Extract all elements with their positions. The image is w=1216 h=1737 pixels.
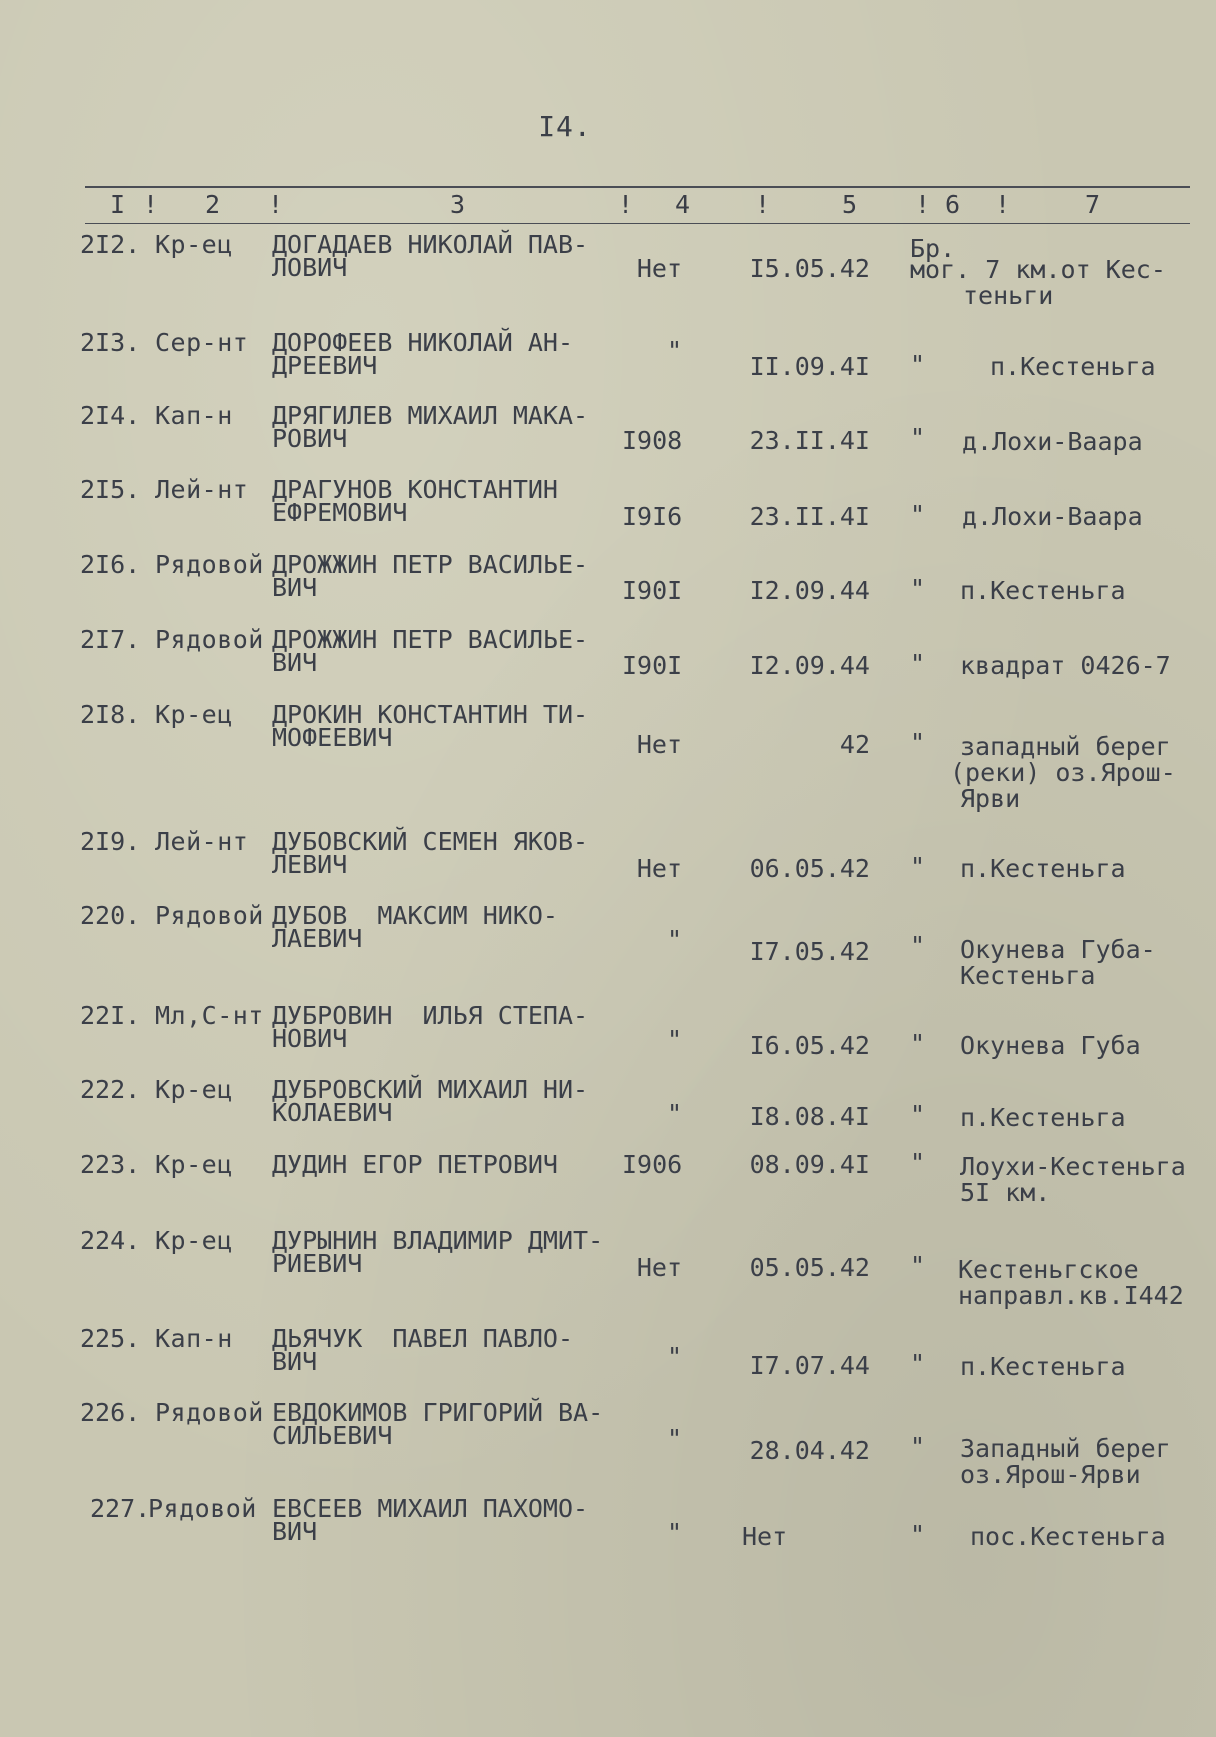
burial-place-line: д.Лохи-Ваара [962, 427, 1143, 456]
burial-type: " [910, 852, 926, 881]
burial-place-line: оз.Ярош-Ярви [960, 1460, 1141, 1489]
burial-place-line: п.Кестеньга [960, 576, 1126, 605]
burial-place-line: пос.Кестеньга [970, 1522, 1166, 1551]
burial-type: " [910, 1100, 926, 1129]
burial-type: " [910, 931, 926, 960]
record-number: 2I9. [80, 827, 141, 856]
burial-type: " [910, 350, 926, 379]
burial-place-line: Окунева Губа [960, 1031, 1141, 1060]
burial-place-line: Ярви [960, 784, 1021, 813]
header-col-2: 2 [205, 190, 221, 219]
burial-place-line: мог. 7 км.от Кес- [910, 255, 1166, 284]
full-name [272, 1400, 603, 1448]
military-rank: Сер-нт [155, 328, 249, 357]
death-date: II.09.4I [749, 352, 870, 381]
death-date: I7.07.44 [749, 1351, 870, 1380]
birth-year: Нет [636, 254, 682, 283]
full-name [272, 903, 558, 951]
full-name-line: ЛАЕВИЧ [272, 924, 363, 953]
death-date: I2.09.44 [749, 651, 870, 680]
military-rank: Кр-ец [155, 230, 233, 259]
burial-type: " [910, 1029, 926, 1058]
full-name-line: ВИЧ [272, 1347, 318, 1376]
burial-place [960, 856, 1126, 882]
header-separator: ! [143, 190, 159, 219]
full-name-line: ДРОЖЖИН ПЕТР ВАСИЛЬЕ- [272, 550, 589, 579]
full-name-line: ДУРЫНИН ВЛАДИМИР ДМИТ- [272, 1226, 604, 1255]
birth-year: I90I [622, 651, 683, 680]
full-name-line: ДРОКИН КОНСТАНТИН ТИ- [272, 700, 589, 729]
header-col-5: 5 [842, 190, 858, 219]
burial-place [962, 429, 1143, 455]
burial-place [950, 734, 1176, 812]
header-col-7: 7 [1085, 190, 1101, 219]
header-separator: ! [755, 190, 771, 219]
burial-place-line: Кестеньга [960, 961, 1096, 990]
page-number: I4. [538, 110, 592, 143]
full-name-line: ЕВСЕЕВ МИХАИЛ ПАХОМО- [272, 1494, 589, 1523]
record-number: 2I4. [80, 401, 141, 430]
full-name [272, 403, 588, 451]
burial-place-line: п.Кестеньга [960, 1352, 1126, 1381]
death-date: I2.09.44 [749, 576, 870, 605]
military-rank: Кр-ец [155, 700, 233, 729]
full-name-line: ДУБРОВСКИЙ МИХАИЛ НИ- [272, 1075, 589, 1104]
full-name [272, 1152, 558, 1177]
burial-type: " [910, 1520, 926, 1549]
full-name-line: КОЛАЕВИЧ [272, 1098, 393, 1127]
burial-place [958, 1257, 1184, 1309]
death-date: I8.08.4I [749, 1102, 870, 1131]
full-name-line: ВИЧ [272, 648, 318, 677]
burial-place-line: Кестеньгское [958, 1255, 1139, 1284]
full-name-line: ДРОЖЖИН ПЕТР ВАСИЛЬЕ- [272, 625, 589, 654]
burial-type: " [910, 1432, 926, 1461]
burial-place-line: Окунева Губа- [960, 935, 1156, 964]
birth-year: " [666, 336, 682, 365]
military-rank: Кр-ец [155, 1226, 233, 1255]
military-rank: Рядовой [155, 901, 264, 930]
birth-year: " [666, 1099, 682, 1128]
military-rank: Рядовой [155, 1398, 264, 1427]
burial-place [960, 653, 1171, 679]
full-name-line: ВИЧ [272, 573, 318, 602]
burial-place [960, 1154, 1186, 1206]
full-name-line: НОВИЧ [272, 1024, 348, 1053]
military-rank: Рядовой [155, 625, 264, 654]
full-name [272, 232, 588, 280]
burial-type: " [910, 1349, 926, 1378]
burial-place-line: (реки) оз.Ярош- [950, 758, 1176, 787]
record-number: 2I5. [80, 475, 141, 504]
burial-place [960, 1354, 1126, 1380]
header-col-4: 4 [675, 190, 691, 219]
burial-place [970, 1524, 1166, 1550]
burial-type: " [910, 1251, 926, 1280]
military-rank: Кр-ец [155, 1075, 233, 1104]
record-number: 2I7. [80, 625, 141, 654]
record-number: 2I2. [80, 230, 141, 259]
record-number: 2I8. [80, 700, 141, 729]
death-date: 08.09.4I [749, 1150, 870, 1179]
header-separator: ! [995, 190, 1011, 219]
burial-place [910, 257, 1166, 309]
military-rank: Рядовой [148, 1494, 257, 1523]
header-top-rule [85, 186, 1190, 188]
full-name-line: ДРЯГИЛЕВ МИХАИЛ МАКА- [272, 401, 589, 430]
death-date: 05.05.42 [749, 1253, 870, 1282]
header-col-1: I [110, 190, 126, 219]
full-name-line: ЛОВИЧ [272, 253, 348, 282]
burial-place [960, 1436, 1171, 1488]
birth-year: I906 [622, 1150, 683, 1179]
full-name [272, 1326, 573, 1374]
birth-year: I9I6 [622, 502, 683, 531]
military-rank: Лей-нт [155, 475, 249, 504]
burial-place-line: западный берег [960, 732, 1171, 761]
full-name-line: ЕФРЕМОВИЧ [272, 498, 408, 527]
full-name [272, 829, 588, 877]
full-name-line: ДУБОВ МАКСИМ НИКО- [272, 901, 558, 930]
burial-type: " [910, 649, 926, 678]
birth-year: " [666, 1342, 682, 1371]
full-name [272, 627, 588, 675]
burial-place-line: Западный берег [960, 1434, 1171, 1463]
burial-place [960, 578, 1126, 604]
burial-place-line: п.Кестеньга [960, 854, 1126, 883]
full-name [272, 552, 588, 600]
birth-year: " [666, 1025, 682, 1054]
military-rank: Кап-н [155, 1324, 233, 1353]
full-name [272, 702, 588, 750]
burial-type: " [910, 423, 926, 452]
burial-place-line: Лоухи-Кестеньга [960, 1152, 1186, 1181]
burial-place-line: направл.кв.I442 [958, 1281, 1184, 1310]
full-name [272, 477, 558, 525]
death-date: 06.05.42 [749, 854, 870, 883]
birth-year: I90I [622, 576, 683, 605]
burial-place [990, 354, 1156, 380]
record-number: 220. [80, 901, 141, 930]
record-number: 223. [80, 1150, 141, 1179]
death-date: I7.05.42 [749, 937, 870, 966]
full-name [272, 330, 573, 378]
header-separator: ! [618, 190, 634, 219]
full-name-line: ДОГАДАЕВ НИКОЛАЙ ПАВ- [272, 230, 589, 259]
military-rank: Рядовой [155, 550, 264, 579]
death-date: 28.04.42 [749, 1436, 870, 1465]
birth-year: I908 [622, 426, 683, 455]
header-col-3: 3 [450, 190, 466, 219]
full-name-line: ДРАГУНОВ КОНСТАНТИН [272, 475, 558, 504]
burial-place [960, 937, 1156, 989]
full-name-line: РОВИЧ [272, 424, 348, 453]
death-date: Нет [742, 1522, 788, 1551]
burial-place-line: теньги [963, 281, 1054, 310]
burial-place [960, 1033, 1141, 1059]
burial-type: Бр. [910, 234, 956, 263]
full-name-line: ДУДИН ЕГОР ПЕТРОВИЧ [272, 1150, 558, 1179]
full-name [272, 1228, 603, 1276]
record-number: 225. [80, 1324, 141, 1353]
birth-year: " [666, 1424, 682, 1453]
burial-place-line: 5I км. [960, 1178, 1051, 1207]
full-name-line: ЕВДОКИМОВ ГРИГОРИЙ ВА- [272, 1398, 604, 1427]
death-date: 23.II.4I [749, 426, 870, 455]
record-number: 222. [80, 1075, 141, 1104]
record-number: 2I6. [80, 550, 141, 579]
record-number: 227. [90, 1494, 151, 1523]
header-separator: ! [915, 190, 931, 219]
death-date: I5.05.42 [749, 254, 870, 283]
full-name-line: ДЬЯЧУК ПАВЕЛ ПАВЛО- [272, 1324, 574, 1353]
burial-place-line: п.Кестеньга [960, 1103, 1126, 1132]
burial-place-line: п.Кестеньга [990, 352, 1156, 381]
full-name-line: МОФЕЕВИЧ [272, 723, 393, 752]
military-rank: Мл,С-нт [155, 1001, 264, 1030]
full-name-line: СИЛЬЕВИЧ [272, 1421, 393, 1450]
header-col-6: 6 [945, 190, 961, 219]
burial-type: " [910, 1148, 926, 1177]
full-name-line: ДРЕЕВИЧ [272, 351, 378, 380]
burial-place [960, 1105, 1126, 1131]
military-rank: Кап-н [155, 401, 233, 430]
birth-year: " [666, 925, 682, 954]
death-date: I6.05.42 [749, 1031, 870, 1060]
record-number: 224. [80, 1226, 141, 1255]
death-date: 42 [839, 730, 870, 759]
burial-place-line: д.Лохи-Ваара [962, 502, 1143, 531]
full-name-line: ВИЧ [272, 1517, 318, 1546]
burial-place [962, 504, 1143, 530]
full-name-line: ДОРОФЕЕВ НИКОЛАЙ АН- [272, 328, 574, 357]
record-number: 22I. [80, 1001, 141, 1030]
full-name-line: ЛЕВИЧ [272, 850, 348, 879]
header-separator: ! [268, 190, 284, 219]
burial-type: " [910, 500, 926, 529]
death-date: 23.II.4I [749, 502, 870, 531]
full-name-line: ДУБРОВИН ИЛЬЯ СТЕПА- [272, 1001, 589, 1030]
record-number: 226. [80, 1398, 141, 1427]
birth-year: Нет [636, 1253, 682, 1282]
header-bottom-rule [85, 223, 1190, 224]
military-rank: Кр-ец [155, 1150, 233, 1179]
full-name [272, 1003, 588, 1051]
birth-year: Нет [636, 730, 682, 759]
full-name [272, 1077, 588, 1125]
birth-year: " [666, 1518, 682, 1547]
full-name [272, 1496, 588, 1544]
military-rank: Лей-нт [155, 827, 249, 856]
birth-year: Нет [636, 854, 682, 883]
burial-type: " [910, 728, 926, 757]
full-name-line: РИЕВИЧ [272, 1249, 363, 1278]
burial-place-line: квадрат 0426-7 [960, 651, 1171, 680]
record-number: 2I3. [80, 328, 141, 357]
burial-type: " [910, 574, 926, 603]
full-name-line: ДУБОВСКИЙ СЕМЕН ЯКОВ- [272, 827, 589, 856]
